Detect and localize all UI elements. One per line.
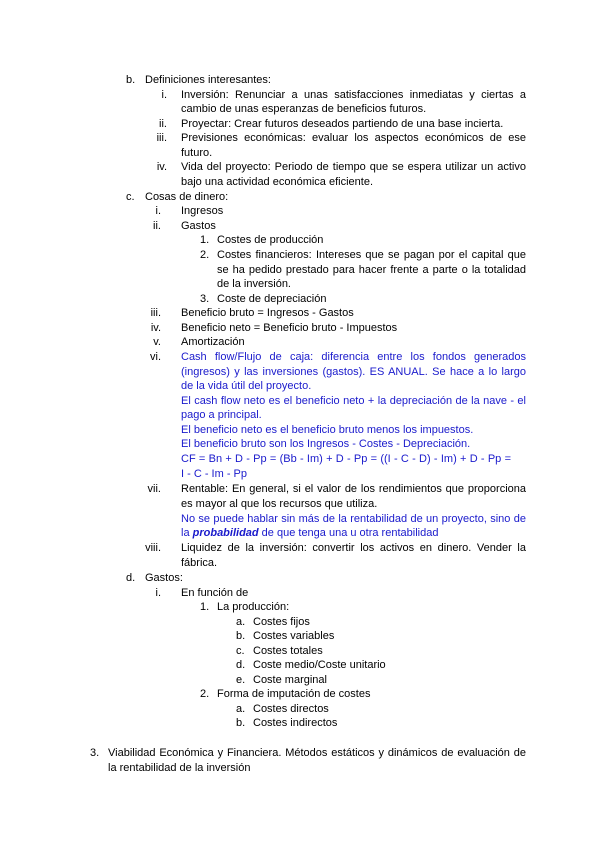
list-item-line: Coste medio/Coste unitario bbox=[253, 659, 386, 671]
list-marker: e. bbox=[236, 674, 246, 686]
list-item-line: Previsiones económicas: evaluar los aspectos económicos de ese bbox=[181, 132, 526, 144]
list-marker: 3. bbox=[90, 747, 100, 759]
cash-flow-line: El beneficio neto es el beneficio bruto menos los impuestos. bbox=[181, 424, 474, 436]
list-item-line: Rentable: En general, si el valor de los rendimientos que proporciona bbox=[181, 483, 526, 495]
list-item-line: Costes fijos bbox=[253, 616, 310, 628]
list-marker: iv. bbox=[150, 322, 161, 334]
list-marker: vii. bbox=[147, 483, 161, 495]
list-marker: ii. bbox=[159, 118, 167, 130]
list-item-line: bajo una actividad económica eficiente. bbox=[181, 176, 374, 188]
list-item-line: se ha pedido prestado para hacer frente a parte o la totalidad bbox=[217, 264, 526, 276]
list-marker: v. bbox=[153, 336, 161, 348]
list-marker: 2. bbox=[200, 249, 210, 261]
list-item-line: de la inversión. bbox=[217, 278, 291, 290]
list-item-line: Coste de depreciación bbox=[217, 293, 327, 305]
list-marker: 2. bbox=[200, 688, 210, 700]
list-item-line: Costes indirectos bbox=[253, 717, 338, 729]
note-text: la bbox=[181, 527, 193, 539]
list-marker: d. bbox=[126, 572, 136, 584]
list-item-line: es mayor al que los recursos que utiliza. bbox=[181, 498, 378, 510]
cash-flow-line: de la vida útil del proyecto. bbox=[181, 380, 312, 392]
list-item-line: Ingresos bbox=[181, 205, 224, 217]
list-item-line: Costes directos bbox=[253, 703, 329, 715]
cash-flow-line: Cash flow/Flujo de caja: diferencia entre los fondos generados bbox=[181, 351, 526, 363]
list-marker: ii. bbox=[153, 220, 161, 232]
cash-flow-formula: CF = Bn + D - Pp = (Bb - Im) + D - Pp = ((I - C - D) - Im) + D - Pp = bbox=[181, 453, 511, 465]
rentabilidad-note bbox=[181, 526, 438, 540]
list-item-line: La producción: bbox=[217, 601, 290, 613]
cash-flow-line: pago a principal. bbox=[181, 409, 262, 421]
list-item-line: Vida del proyecto: Periodo de tiempo que se espera utilizar un activo bbox=[181, 161, 526, 173]
list-item-line: Costes de producción bbox=[217, 234, 324, 246]
list-marker: vi. bbox=[150, 351, 161, 363]
list-marker: i. bbox=[155, 587, 161, 599]
list-marker: viii. bbox=[145, 542, 161, 554]
rentabilidad-note: No se puede hablar sin más de la rentabilidad de un proyecto, sino de bbox=[181, 513, 526, 525]
section-heading: Cosas de dinero: bbox=[145, 191, 229, 203]
list-marker: d. bbox=[236, 659, 246, 671]
list-marker: c. bbox=[236, 645, 245, 657]
list-marker: i. bbox=[155, 205, 161, 217]
list-marker: iii. bbox=[156, 132, 167, 144]
list-item-line: Beneficio bruto = Ingresos - Gastos bbox=[181, 307, 354, 319]
list-item-line: En función de bbox=[181, 587, 249, 599]
list-marker: c. bbox=[126, 191, 135, 203]
list-marker: iii. bbox=[150, 307, 161, 319]
list-item-line: Amortización bbox=[181, 336, 245, 348]
list-item-line: Proyectar: Crear futuros deseados partiendo de una base incierta. bbox=[181, 118, 504, 130]
note-text: de que tenga una u otra rentabilidad bbox=[258, 527, 439, 539]
list-item-line: Coste marginal bbox=[253, 674, 327, 686]
cash-flow-formula: I - C - Im - Pp bbox=[181, 468, 247, 480]
list-item-line: Costes financieros: Intereses que se pagan por el capital que bbox=[217, 249, 526, 261]
list-marker: a. bbox=[236, 703, 246, 715]
section-heading: Viabilidad Económica y Financiera. Métodos estáticos y dinámicos de evaluación de bbox=[108, 747, 526, 759]
list-marker: i. bbox=[161, 89, 167, 101]
list-item-line: cambio de unas esperanzas de beneficios futuros. bbox=[181, 103, 427, 115]
list-marker: a. bbox=[236, 616, 246, 628]
list-item-line: Gastos bbox=[181, 220, 216, 232]
list-item-line: Costes totales bbox=[253, 645, 323, 657]
list-marker: iv. bbox=[156, 161, 167, 173]
section-heading: Gastos: bbox=[145, 572, 183, 584]
list-marker: 3. bbox=[200, 293, 210, 305]
list-item-line: Costes variables bbox=[253, 630, 335, 642]
list-item-line: Beneficio neto = Beneficio bruto - Impuestos bbox=[181, 322, 398, 334]
cash-flow-line: El cash flow neto es el beneficio neto + la depreciación de la nave - el bbox=[181, 395, 526, 407]
list-marker: b. bbox=[236, 630, 246, 642]
list-marker: b. bbox=[236, 717, 246, 729]
list-item-line: Liquidez de la inversión: convertir los activos en dinero. Vender la bbox=[181, 542, 526, 554]
cash-flow-line: El beneficio bruto son los Ingresos - Costes - Depreciación. bbox=[181, 438, 471, 450]
list-marker: 1. bbox=[200, 601, 210, 613]
list-item-line: Forma de imputación de costes bbox=[217, 688, 371, 700]
emphasis-text: probabilidad bbox=[192, 527, 259, 539]
list-item-line: fábrica. bbox=[181, 557, 218, 569]
list-marker: b. bbox=[126, 74, 136, 86]
section-heading: la rentabilidad de la inversión bbox=[108, 762, 251, 774]
list-item-line: futuro. bbox=[181, 147, 213, 159]
list-item-line: Inversión: Renunciar a unas satisfacciones inmediatas y ciertas a bbox=[181, 89, 526, 101]
section-heading: Definiciones interesantes: bbox=[145, 74, 271, 86]
list-marker: 1. bbox=[200, 234, 210, 246]
cash-flow-line: (ingresos) y las inversiones (gastos). ES ANUAL. Se hace a lo largo bbox=[181, 366, 526, 378]
